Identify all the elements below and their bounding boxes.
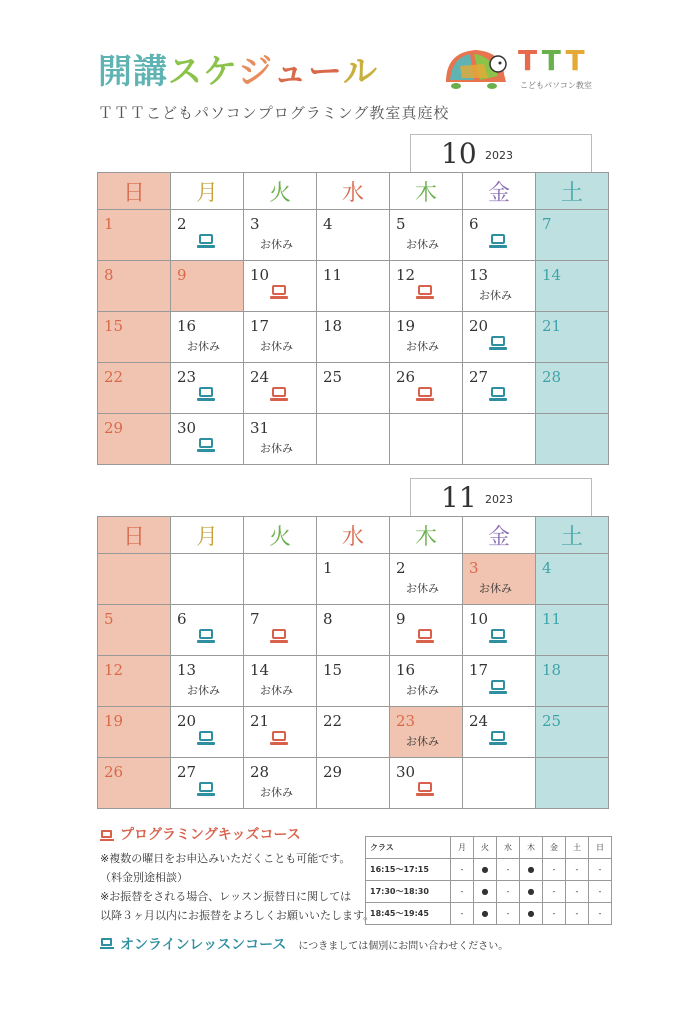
closed-label: お休み bbox=[260, 786, 293, 799]
day-number: 10 bbox=[469, 610, 489, 628]
day-number: 15 bbox=[104, 317, 124, 335]
calendar-day-cell bbox=[98, 414, 171, 465]
computer-lesson-icon bbox=[270, 285, 288, 301]
calendar-day-cell bbox=[171, 707, 244, 758]
schedule-cell: ● bbox=[474, 859, 497, 881]
schedule-cell: 月 bbox=[451, 837, 474, 859]
schedule-cell: ● bbox=[474, 881, 497, 903]
computer-lesson-icon bbox=[197, 234, 215, 250]
schedule-cell: ● bbox=[520, 859, 543, 881]
day-number: 30 bbox=[396, 763, 416, 781]
day-number: 29 bbox=[104, 419, 124, 437]
online-course bbox=[100, 934, 508, 954]
schedule-cell: ● bbox=[520, 881, 543, 903]
schedule-row bbox=[366, 859, 612, 881]
day-number: 4 bbox=[323, 215, 333, 233]
weekday-header: 木 bbox=[390, 517, 463, 554]
closed-label: お休み bbox=[406, 238, 439, 251]
logo-subtitle: こどもパソコン教室 bbox=[520, 81, 592, 90]
day-number: 5 bbox=[396, 215, 406, 233]
logo-letter: T bbox=[518, 44, 542, 77]
day-number: 2 bbox=[177, 215, 187, 233]
calendar-day-cell bbox=[317, 363, 390, 414]
school-name: ＴＴＴこどもパソコンプログラミング教室真庭校 bbox=[98, 104, 450, 122]
day-number: 5 bbox=[104, 610, 114, 628]
day-number: 9 bbox=[177, 266, 187, 284]
schedule-cell: - bbox=[566, 903, 589, 925]
day-number: 19 bbox=[104, 712, 124, 730]
day-number: 23 bbox=[177, 368, 197, 386]
calendar-day-cell bbox=[98, 656, 171, 707]
calendar-week-row bbox=[98, 707, 609, 758]
logo-letter: T bbox=[565, 44, 589, 77]
calendar-week-row bbox=[98, 605, 609, 656]
calendar-day-cell bbox=[171, 414, 244, 465]
weekday-header: 金 bbox=[463, 517, 536, 554]
calendar-day-cell bbox=[98, 210, 171, 261]
day-number: 25 bbox=[323, 368, 343, 386]
october-calendar bbox=[97, 172, 609, 465]
computer-lesson-icon bbox=[416, 782, 434, 798]
computer-lesson-icon bbox=[489, 387, 507, 403]
schedule-cell: - bbox=[497, 881, 520, 903]
computer-lesson-icon bbox=[197, 438, 215, 454]
calendar-day-cell bbox=[463, 605, 536, 656]
schedule-row-label: クラス bbox=[366, 837, 451, 859]
calendar-day-cell bbox=[244, 656, 317, 707]
calendar-day-cell bbox=[317, 656, 390, 707]
calendar-day-cell bbox=[317, 261, 390, 312]
computer-lesson-icon bbox=[270, 629, 288, 645]
calendar-day-cell bbox=[463, 414, 536, 465]
computer-icon bbox=[100, 830, 114, 842]
calendar-day-cell bbox=[536, 554, 609, 605]
day-number: 21 bbox=[542, 317, 562, 335]
closed-label: お休み bbox=[187, 340, 220, 353]
calendar-day-cell bbox=[390, 707, 463, 758]
calendar-week-row bbox=[98, 554, 609, 605]
day-number: 11 bbox=[323, 266, 343, 284]
calendar-day-cell bbox=[390, 363, 463, 414]
calendar-day-cell bbox=[390, 312, 463, 363]
calendar-day-cell bbox=[98, 363, 171, 414]
calendar-day-cell bbox=[463, 261, 536, 312]
calendar-day-cell bbox=[536, 261, 609, 312]
day-number: 17 bbox=[250, 317, 270, 335]
calendar-day-cell bbox=[390, 261, 463, 312]
calendar-week-row bbox=[98, 656, 609, 707]
calendar-day-cell bbox=[536, 210, 609, 261]
calendar-day-cell bbox=[536, 656, 609, 707]
schedule-cell: - bbox=[543, 903, 566, 925]
schedule-cell: - bbox=[543, 859, 566, 881]
calendar-week-row bbox=[98, 312, 609, 363]
calendar-day-cell bbox=[98, 554, 171, 605]
schedule-cell: 金 bbox=[543, 837, 566, 859]
closed-label: お休み bbox=[260, 238, 293, 251]
calendar-day-cell bbox=[98, 312, 171, 363]
day-number: 21 bbox=[250, 712, 270, 730]
calendar-day-cell bbox=[171, 261, 244, 312]
calendar-day-cell bbox=[244, 414, 317, 465]
calendar-day-cell bbox=[171, 758, 244, 809]
calendar-day-cell bbox=[536, 363, 609, 414]
weekday-header: 金 bbox=[463, 173, 536, 210]
calendar-day-cell bbox=[171, 554, 244, 605]
calendar-day-cell bbox=[463, 656, 536, 707]
closed-label: お休み bbox=[406, 684, 439, 697]
day-number: 22 bbox=[104, 368, 124, 386]
day-number: 6 bbox=[469, 215, 479, 233]
schedule-cell: - bbox=[451, 859, 474, 881]
calendar-day-cell bbox=[98, 758, 171, 809]
closed-label: お休み bbox=[406, 735, 439, 748]
calendar-day-cell bbox=[390, 656, 463, 707]
calendar-day-cell bbox=[317, 707, 390, 758]
calendar-day-cell bbox=[98, 707, 171, 758]
programming-course-title: プログラミングキッズコース bbox=[120, 827, 301, 843]
programming-course-heading bbox=[100, 826, 374, 845]
day-number: 1 bbox=[104, 215, 114, 233]
weekday-header-row bbox=[98, 173, 609, 210]
schedule-row-label: 18:45〜19:45 bbox=[366, 903, 451, 925]
month-number: 10 bbox=[441, 137, 477, 170]
logo-letter: T bbox=[541, 44, 566, 77]
calendar-day-cell bbox=[536, 707, 609, 758]
schedule-cell: 土 bbox=[566, 837, 589, 859]
schedule-cell: - bbox=[589, 859, 612, 881]
calendar-day-cell bbox=[536, 758, 609, 809]
schedule-cell: 火 bbox=[474, 837, 497, 859]
day-number: 14 bbox=[250, 661, 270, 679]
computer-lesson-icon bbox=[489, 731, 507, 747]
closed-label: お休み bbox=[260, 442, 293, 455]
title-char: ュ bbox=[273, 52, 308, 92]
day-number: 16 bbox=[396, 661, 416, 679]
computer-lesson-icon bbox=[197, 387, 215, 403]
year-label: 2023 bbox=[485, 493, 513, 506]
turtle-logo-icon bbox=[440, 44, 512, 92]
day-number: 13 bbox=[177, 661, 197, 679]
day-number: 18 bbox=[323, 317, 343, 335]
calendar-day-cell bbox=[98, 605, 171, 656]
note-line: 以降３ヶ月以内にお振替をよろしくお願いいたします。 bbox=[100, 909, 375, 922]
day-number: 9 bbox=[396, 610, 406, 628]
title-char: 講 bbox=[133, 52, 168, 92]
day-number: 27 bbox=[469, 368, 489, 386]
closed-label: お休み bbox=[479, 289, 512, 302]
computer-lesson-icon bbox=[416, 285, 434, 301]
computer-lesson-icon bbox=[489, 629, 507, 645]
day-number: 12 bbox=[104, 661, 124, 679]
calendar-day-cell bbox=[317, 605, 390, 656]
calendar-week-row bbox=[98, 414, 609, 465]
weekday-header-row bbox=[98, 517, 609, 554]
day-number: 13 bbox=[469, 266, 489, 284]
calendar-day-cell bbox=[317, 758, 390, 809]
schedule-cell: - bbox=[451, 881, 474, 903]
calendar-day-cell bbox=[244, 261, 317, 312]
day-number: 3 bbox=[250, 215, 260, 233]
day-number: 17 bbox=[469, 661, 489, 679]
day-number: 11 bbox=[542, 610, 562, 628]
weekday-header: 木 bbox=[390, 173, 463, 210]
online-course-text: につきましては個別にお問い合わせください。 bbox=[298, 940, 509, 952]
computer-lesson-icon bbox=[270, 387, 288, 403]
schedule-cell: ● bbox=[474, 903, 497, 925]
day-number: 18 bbox=[542, 661, 562, 679]
calendar-day-cell bbox=[463, 707, 536, 758]
closed-label: お休み bbox=[406, 582, 439, 595]
calendar-day-cell bbox=[244, 312, 317, 363]
day-number: 6 bbox=[177, 610, 187, 628]
weekday-header: 火 bbox=[244, 173, 317, 210]
title-char: ス bbox=[168, 52, 203, 92]
calendar-day-cell bbox=[390, 605, 463, 656]
weekday-header: 水 bbox=[317, 517, 390, 554]
programming-course-notes bbox=[100, 826, 374, 925]
month-number: 11 bbox=[441, 481, 477, 514]
day-number: 28 bbox=[542, 368, 562, 386]
closed-label: お休み bbox=[479, 582, 512, 595]
day-number: 30 bbox=[177, 419, 197, 437]
schedule-cell: ● bbox=[520, 903, 543, 925]
calendar-day-cell bbox=[171, 363, 244, 414]
day-number: 7 bbox=[250, 610, 260, 628]
weekday-header: 月 bbox=[171, 517, 244, 554]
day-number: 1 bbox=[323, 559, 333, 577]
day-number: 8 bbox=[104, 266, 114, 284]
calendar-day-cell bbox=[244, 363, 317, 414]
calendar-week-row bbox=[98, 758, 609, 809]
computer-lesson-icon bbox=[489, 234, 507, 250]
computer-lesson-icon bbox=[197, 782, 215, 798]
note-line: ※複数の曜日をお申込みいただくことも可能です。 bbox=[100, 852, 351, 865]
calendar-day-cell bbox=[244, 210, 317, 261]
schedule-cell: - bbox=[589, 903, 612, 925]
day-number: 28 bbox=[250, 763, 270, 781]
calendar-day-cell bbox=[463, 363, 536, 414]
computer-lesson-icon bbox=[489, 680, 507, 696]
schedule-cell: 水 bbox=[497, 837, 520, 859]
calendar-day-cell bbox=[390, 554, 463, 605]
day-number: 26 bbox=[104, 763, 124, 781]
schedule-cell: - bbox=[543, 881, 566, 903]
day-number: 4 bbox=[542, 559, 552, 577]
closed-label: お休み bbox=[406, 340, 439, 353]
schedule-row bbox=[366, 881, 612, 903]
november-calendar bbox=[97, 516, 609, 809]
computer-lesson-icon bbox=[197, 629, 215, 645]
closed-label: お休み bbox=[260, 684, 293, 697]
schedule-cell: 木 bbox=[520, 837, 543, 859]
day-number: 23 bbox=[396, 712, 416, 730]
day-number: 15 bbox=[323, 661, 343, 679]
day-number: 2 bbox=[396, 559, 406, 577]
schedule-row-label: 16:15〜17:15 bbox=[366, 859, 451, 881]
day-number: 22 bbox=[323, 712, 343, 730]
calendar-day-cell bbox=[244, 707, 317, 758]
computer-lesson-icon bbox=[270, 731, 288, 747]
calendar-day-cell bbox=[171, 312, 244, 363]
day-number: 31 bbox=[250, 419, 270, 437]
calendar-day-cell bbox=[463, 758, 536, 809]
day-number: 26 bbox=[396, 368, 416, 386]
weekday-header: 日 bbox=[98, 517, 171, 554]
calendar-day-cell bbox=[463, 312, 536, 363]
schedule-cell: - bbox=[497, 859, 520, 881]
day-number: 29 bbox=[323, 763, 343, 781]
day-number: 24 bbox=[250, 368, 270, 386]
day-number: 27 bbox=[177, 763, 197, 781]
calendar-day-cell bbox=[171, 210, 244, 261]
day-number: 12 bbox=[396, 266, 416, 284]
note-line: ※お振替をされる場合、レッスン振替日に関しては bbox=[100, 890, 352, 903]
schedule-cell: - bbox=[497, 903, 520, 925]
computer-lesson-icon bbox=[489, 336, 507, 352]
calendar-day-cell bbox=[317, 312, 390, 363]
logo-text bbox=[518, 44, 589, 77]
calendar-day-cell bbox=[171, 656, 244, 707]
calendar-day-cell bbox=[171, 605, 244, 656]
schedule-cell: - bbox=[566, 881, 589, 903]
calendar-day-cell bbox=[390, 758, 463, 809]
calendar-day-cell bbox=[536, 605, 609, 656]
calendar-week-row bbox=[98, 210, 609, 261]
day-number: 10 bbox=[250, 266, 270, 284]
calendar-week-row bbox=[98, 363, 609, 414]
computer-lesson-icon bbox=[197, 731, 215, 747]
day-number: 16 bbox=[177, 317, 197, 335]
weekday-header: 土 bbox=[536, 517, 609, 554]
year-label: 2023 bbox=[485, 149, 513, 162]
computer-lesson-icon bbox=[416, 629, 434, 645]
calendar-day-cell bbox=[317, 414, 390, 465]
schedule-row bbox=[366, 903, 612, 925]
schedule-cell: - bbox=[589, 881, 612, 903]
schedule-cell: - bbox=[566, 859, 589, 881]
schedule-cell: 日 bbox=[589, 837, 612, 859]
title-char: ー bbox=[308, 52, 343, 92]
computer-lesson-icon bbox=[416, 387, 434, 403]
calendar-day-cell bbox=[98, 261, 171, 312]
calendar-day-cell bbox=[536, 312, 609, 363]
calendar-day-cell bbox=[463, 210, 536, 261]
day-number: 3 bbox=[469, 559, 479, 577]
calendar-day-cell bbox=[244, 605, 317, 656]
calendar-day-cell bbox=[536, 414, 609, 465]
october-month-tab bbox=[410, 134, 592, 173]
schedule-row bbox=[366, 837, 612, 859]
title-char: 開 bbox=[98, 52, 133, 92]
title-char: ジ bbox=[238, 52, 273, 92]
calendar-day-cell bbox=[317, 210, 390, 261]
november-month-tab bbox=[410, 478, 592, 517]
weekday-header: 火 bbox=[244, 517, 317, 554]
weekday-header: 水 bbox=[317, 173, 390, 210]
calendar-day-cell bbox=[390, 210, 463, 261]
ttt-logo bbox=[440, 44, 600, 96]
calendar-day-cell bbox=[463, 554, 536, 605]
title-char: ケ bbox=[203, 52, 238, 92]
computer-icon bbox=[100, 938, 114, 950]
day-number: 14 bbox=[542, 266, 562, 284]
note-line: （料金別途相談） bbox=[100, 871, 188, 884]
calendar-day-cell bbox=[244, 554, 317, 605]
weekday-header: 土 bbox=[536, 173, 609, 210]
class-schedule-table bbox=[365, 836, 612, 925]
schedule-cell: - bbox=[451, 903, 474, 925]
weekday-header: 月 bbox=[171, 173, 244, 210]
weekday-header: 日 bbox=[98, 173, 171, 210]
day-number: 8 bbox=[323, 610, 333, 628]
day-number: 24 bbox=[469, 712, 489, 730]
day-number: 7 bbox=[542, 215, 552, 233]
day-number: 20 bbox=[469, 317, 489, 335]
day-number: 20 bbox=[177, 712, 197, 730]
page-title bbox=[98, 44, 378, 93]
day-number: 25 bbox=[542, 712, 562, 730]
online-course-title: オンラインレッスンコース bbox=[120, 937, 287, 953]
title-char: ル bbox=[343, 52, 378, 92]
closed-label: お休み bbox=[260, 340, 293, 353]
closed-label: お休み bbox=[187, 684, 220, 697]
calendar-day-cell bbox=[317, 554, 390, 605]
calendar-week-row bbox=[98, 261, 609, 312]
schedule-row-label: 17:30〜18:30 bbox=[366, 881, 451, 903]
calendar-day-cell bbox=[244, 758, 317, 809]
calendar-day-cell bbox=[390, 414, 463, 465]
day-number: 19 bbox=[396, 317, 416, 335]
